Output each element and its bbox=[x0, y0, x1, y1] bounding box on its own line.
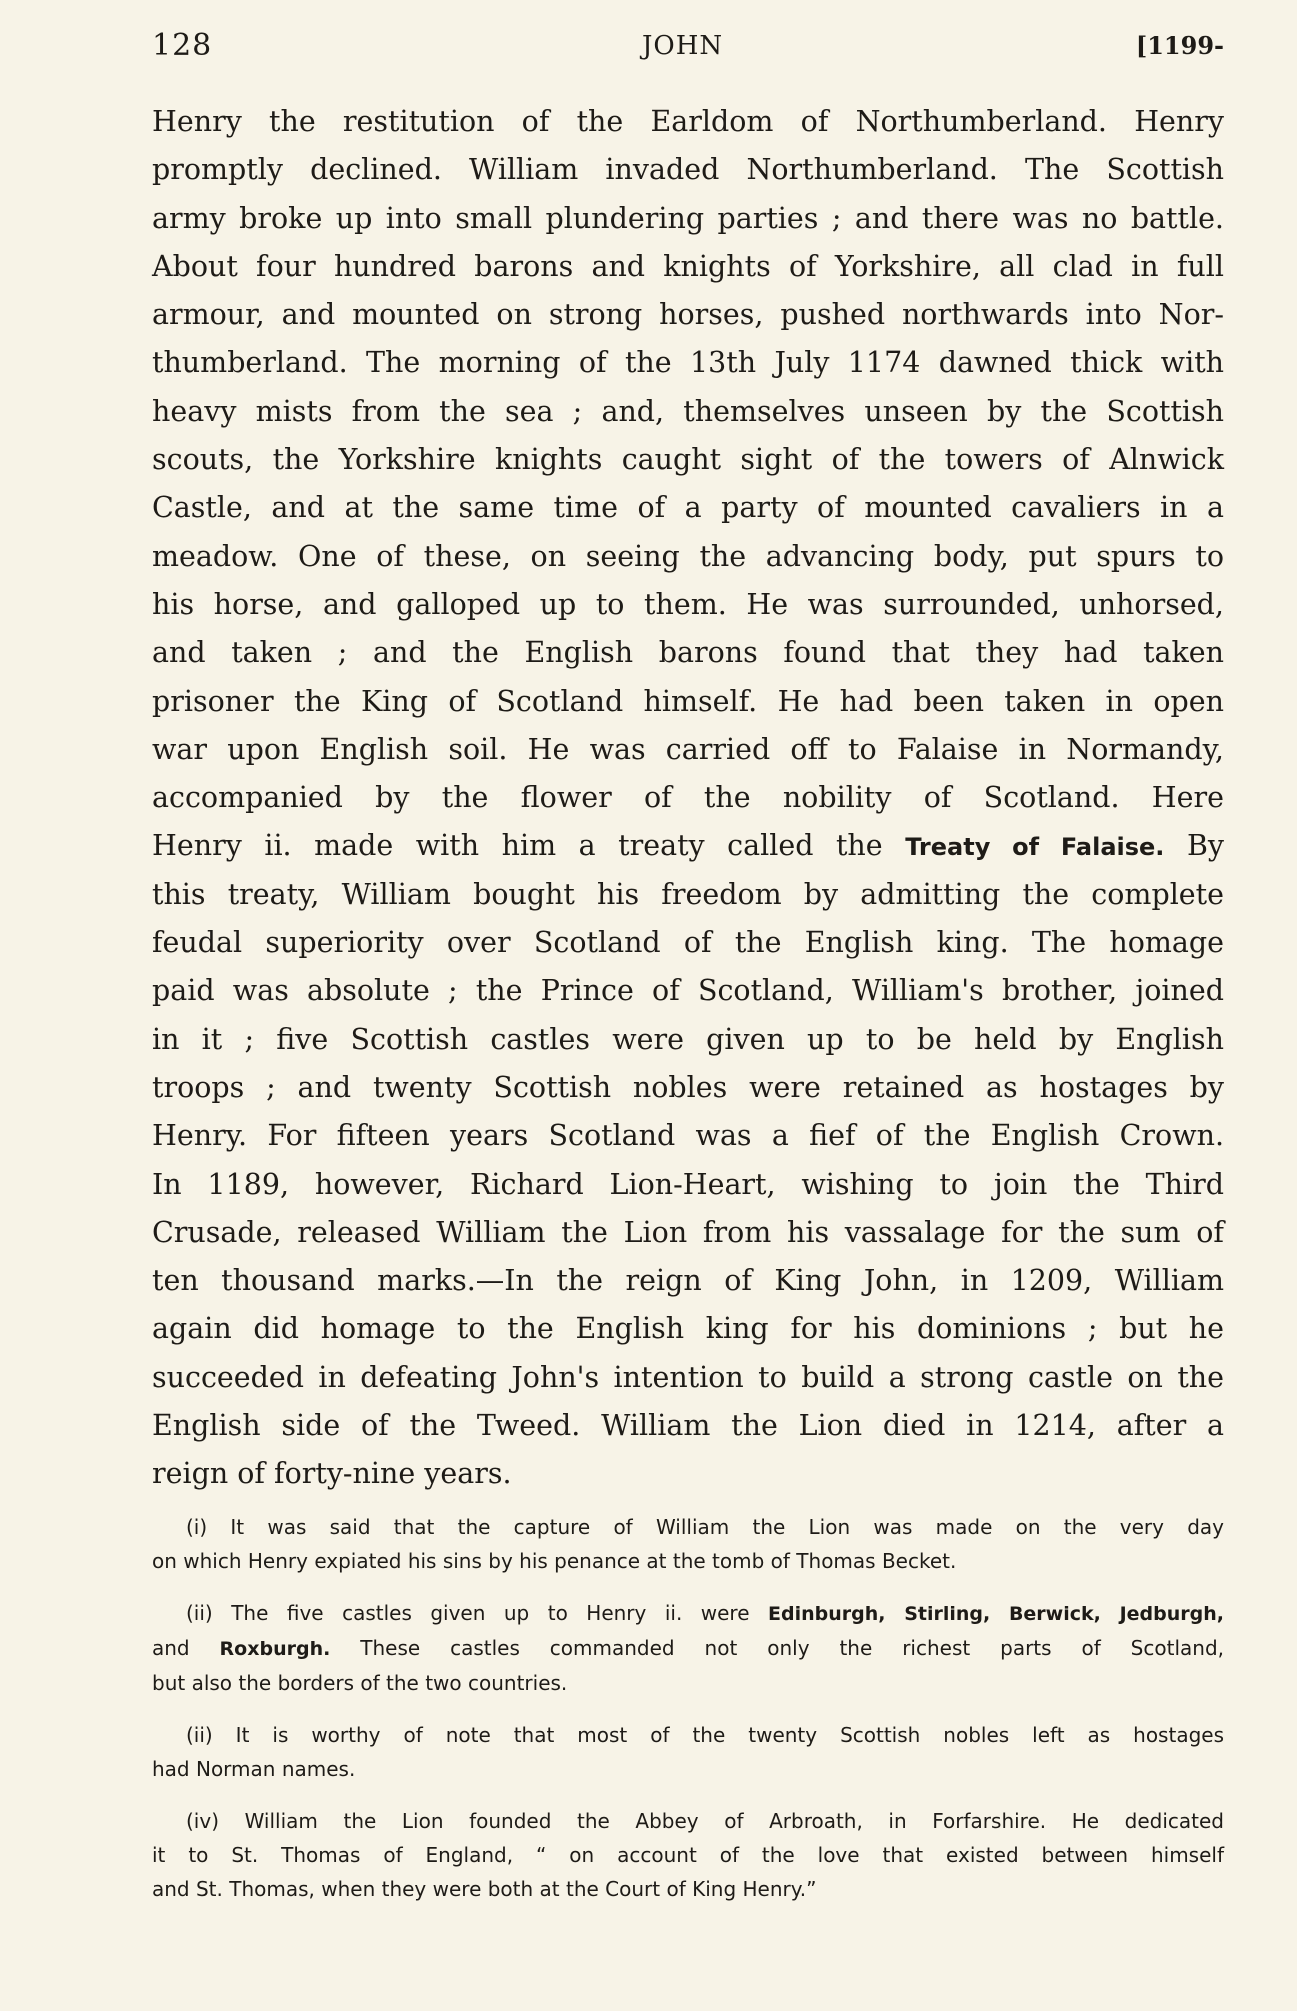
note-line: and St. Thomas, when they were both at the Court of King Henry.” bbox=[152, 1877, 817, 1901]
note-line: on which Henry expiated his sins by his penance at the tomb of Thomas Becket. bbox=[152, 1549, 957, 1573]
footnotes bbox=[152, 1510, 1224, 1924]
page-header bbox=[152, 26, 1224, 70]
text-line: Crusade, released William the Lion from his vassalage for the sum of bbox=[152, 1215, 1224, 1249]
text-line: scouts, the Yorkshire knights caught sight of the towers of Alnwick bbox=[152, 443, 1224, 477]
text-line: succeeded in defeating John's intention to build a strong castle on the bbox=[152, 1360, 1224, 1394]
text-line: troops ; and twenty Scottish nobles were retained as hostages by bbox=[152, 1070, 1224, 1104]
note-fragment: These castles commanded not only the richest parts of Scotland, bbox=[330, 1636, 1224, 1660]
text-line: this treaty, William bought his freedom by admitting the complete bbox=[152, 877, 1224, 911]
castle-names: Edinburgh, Stirling, Berwick, Jedburgh, bbox=[768, 1603, 1224, 1625]
note-fragment: (ii) The five castles given up to Henry ii. were bbox=[186, 1601, 768, 1625]
note-line: (ii) It is worthy of note that most of the twenty Scottish nobles left as hostages bbox=[186, 1723, 1224, 1747]
text-line: prisoner the King of Scotland himself. He had been taken in open bbox=[152, 684, 1224, 718]
note-line: (i) It was said that the capture of William the Lion was made on the very day bbox=[186, 1515, 1224, 1539]
text-line: armour, and mounted on strong horses, pushed northwards into Nor- bbox=[152, 298, 1224, 332]
text-line: thumberland. The morning of the 13th July 1174 dawned thick with bbox=[152, 346, 1224, 380]
text-line: In 1189, however, Richard Lion-Heart, wishing to join the Third bbox=[152, 1167, 1224, 1201]
text-line: heavy mists from the sea ; and, themselves unseen by the Scottish bbox=[152, 394, 1224, 428]
text-line: reign of forty-nine years. bbox=[152, 1457, 512, 1491]
text-line: feudal superiority over Scotland of the English king. The homage bbox=[152, 926, 1224, 960]
text-line: Henry the restitution of the Earldom of Northumberland. Henry bbox=[152, 105, 1224, 138]
text-line: About four hundred barons and knights of Yorkshire, all clad in full bbox=[152, 249, 1224, 283]
text-line: ten thousand marks.—In the reign of King John, in 1209, William bbox=[152, 1264, 1224, 1298]
text-line: meadow. One of these, on seeing the advancing body, put spurs to bbox=[152, 539, 1224, 573]
text-line: again did homage to the English king for his dominions ; but he bbox=[152, 1312, 1224, 1346]
text-line-treaty bbox=[152, 822, 1224, 870]
text-line: accompanied by the flower of the nobility of Scotland. Here bbox=[152, 781, 1224, 815]
text-line: war upon English soil. He was carried off to Falaise in Normandy, bbox=[152, 732, 1224, 766]
treaty-name: Treaty of Falaise. bbox=[905, 833, 1165, 862]
note-line: but also the borders of the two countries. bbox=[152, 1671, 568, 1695]
page-number: 128 bbox=[152, 28, 213, 63]
note-line bbox=[152, 1631, 1224, 1666]
note-1 bbox=[152, 1510, 1224, 1578]
text-line: English side of the Tweed. William the Lion died in 1214, after a bbox=[152, 1409, 1224, 1443]
running-head: JOHN bbox=[642, 31, 724, 61]
note-line bbox=[152, 1596, 1224, 1631]
note-2 bbox=[152, 1596, 1224, 1700]
text-line: promptly declined. William invaded Northumberland. The Scottish bbox=[152, 153, 1224, 187]
note-fragment: and bbox=[152, 1636, 220, 1660]
text-line: paid was absolute ; the Prince of Scotland, William's brother, joined bbox=[152, 974, 1224, 1008]
main-paragraph bbox=[152, 98, 1224, 1499]
note-line: (iv) William the Lion founded the Abbey of Arbroath, in Forfarshire. He dedicated bbox=[186, 1809, 1224, 1833]
text-line: and taken ; and the English barons found that they had taken bbox=[152, 636, 1224, 670]
text-line: army broke up into small plundering parties ; and there was no battle. bbox=[152, 201, 1224, 235]
note-4 bbox=[152, 1804, 1224, 1906]
date-range: [1199- bbox=[1135, 31, 1224, 60]
text-line: Henry. For fifteen years Scotland was a fief of the English Crown. bbox=[152, 1119, 1224, 1153]
note-line: had Norman names. bbox=[152, 1757, 356, 1781]
note-3 bbox=[152, 1718, 1224, 1786]
castle-name-roxburgh: Roxburgh. bbox=[219, 1638, 331, 1660]
note-line: it to St. Thomas of England, “ on account of the love that existed between himself bbox=[152, 1843, 1224, 1867]
text-line: his horse, and galloped up to them. He was surrounded, unhorsed, bbox=[152, 587, 1224, 621]
text-line: in it ; five Scottish castles were given up to be held by English bbox=[152, 1022, 1224, 1056]
text-fragment: By bbox=[1164, 829, 1225, 863]
text-line: Castle, and at the same time of a party of mounted cavaliers in a bbox=[152, 491, 1224, 525]
text-fragment: Henry ii. made with him a treaty called the bbox=[152, 829, 906, 863]
